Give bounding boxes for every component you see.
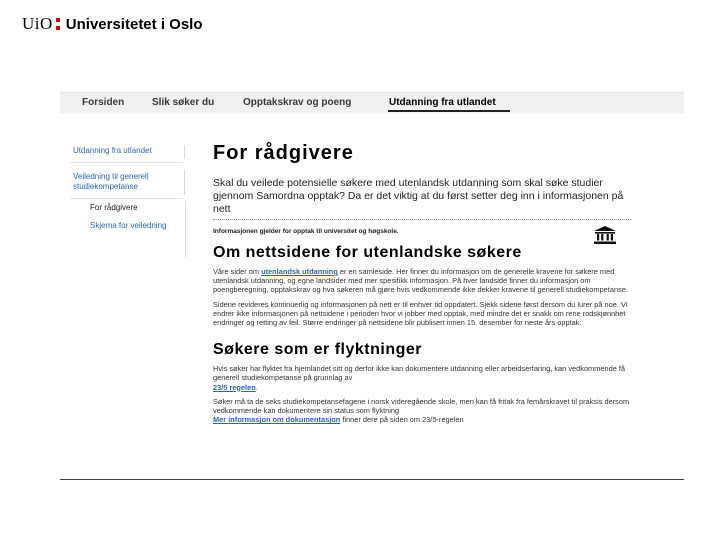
nav-active-indicator	[388, 110, 510, 112]
section2-paragraph-1: Hvis søker har flyktet fra hjemlandet sitt og derfor ikke kan dokumentere utdanning eller arbeidserfaring, kan vedkommende få generell studiekompetanse på grunnlag av 23/5 regelen.	[213, 364, 626, 392]
sidebar-item-skjema[interactable]: Skjema for veiledning	[90, 221, 167, 230]
link-mer-informasjon-dokumentasjon[interactable]: Mer informasjon om dokumentasjon	[213, 415, 341, 425]
section2-p2-text: Søker må ta de seks studiekompetansefagene i norsk videregående skole, men kan få fritak fra femårskravet til praksis dersom vedkommende kan dokumentere sin status som flyktning	[213, 396, 630, 416]
dotted-divider	[213, 219, 631, 220]
section-heading-nettsider: Om nettsidene for utenlandske søkere	[213, 244, 522, 261]
nav-utdanning-fra-utlandet[interactable]: Utdanning fra utlandet	[389, 97, 496, 108]
sidebar-item-for-radgivere[interactable]: For rådgivere	[90, 203, 138, 212]
sidebar-divider	[185, 202, 186, 257]
bottom-rule	[60, 479, 684, 480]
logo-name: Universitetet i Oslo	[65, 15, 203, 33]
section-heading-flyktninger: Søkere som er flyktninger	[213, 341, 423, 359]
intro-text: Skal du veilede potensielle søkere med utenlandsk utdanning som skal søke studier gjennom Samordna opptak? Da er det viktig at du først setter deg inn i informasjonen på nett	[213, 177, 624, 215]
section1-p1-post: er en samleside. Her finner du informasjon om de generelle kravene for søkere med utenlandsk utdanning, og egne landsider med mer spesifikk informasjon. På hver landside finner du informasjon om poengberegning, opptakskrav og hva søkeren må gjøre hvis vedkommende ikke dekker kravene til generell studiekompetanse.	[213, 267, 628, 295]
sidebar	[70, 142, 188, 235]
sidebar-item-veiledning[interactable]: Veiledning til generell studiekompetanse	[70, 167, 183, 199]
section2-paragraph-2	[213, 397, 631, 425]
link-23-5-regelen[interactable]: 23/5 regelen	[213, 382, 256, 392]
nav-slik-soker-du[interactable]: Slik søker du	[152, 97, 215, 108]
page-title: For rådgivere	[213, 142, 354, 164]
logo-mark: UiO	[22, 14, 53, 33]
top-navigation	[60, 92, 684, 113]
nav-forsiden[interactable]: Forsiden	[82, 97, 125, 108]
university-building-icon	[594, 226, 616, 244]
section2-p1-text: Hvis søker har flyktet fra hjemlandet sitt og derfor ikke kan dokumentere utdanning eller arbeidserfaring, kan vedkommende få generell studiekompetanse på grunnlag av	[213, 364, 626, 383]
section1-paragraph-2: Sidene revideres kontinuerlig og informasjonen på nett er til enhver tid oppdatert. Sjekk sidene først dersom du lurer på noe. Vi endrer ikke informasjonen på nettsidene i perioden hvor vi jobber med opptak, med mindre det er snakk om rene rodskjønnhet endringer og retting av feil. Større endringer på nettsidene blir publisert innen 15. desember for neste års opptak.	[213, 299, 628, 328]
uio-logo[interactable]	[22, 14, 203, 34]
sidebar-item-utdanning-fra-utlandet[interactable]: Utdanning fra utlandet	[70, 142, 183, 163]
embedded-webpage-screenshot	[60, 92, 684, 476]
link-utenlandsk-utdanning[interactable]: utenlandsk utdanning	[261, 267, 338, 276]
scope-note: Informasjonen gjelder for opptak til universitet og høgskole.	[213, 228, 399, 235]
section1-p1-pre: Våre sider om	[213, 267, 262, 276]
section1-paragraph-1	[213, 267, 631, 295]
section2-p2-post: finner dere på siden om 23/5-regelen	[340, 415, 464, 425]
main-content	[213, 142, 631, 424]
nav-opptakskrav-og-poeng[interactable]: Opptakskrav og poeng	[243, 97, 352, 108]
logo-colon-icon	[56, 18, 60, 30]
